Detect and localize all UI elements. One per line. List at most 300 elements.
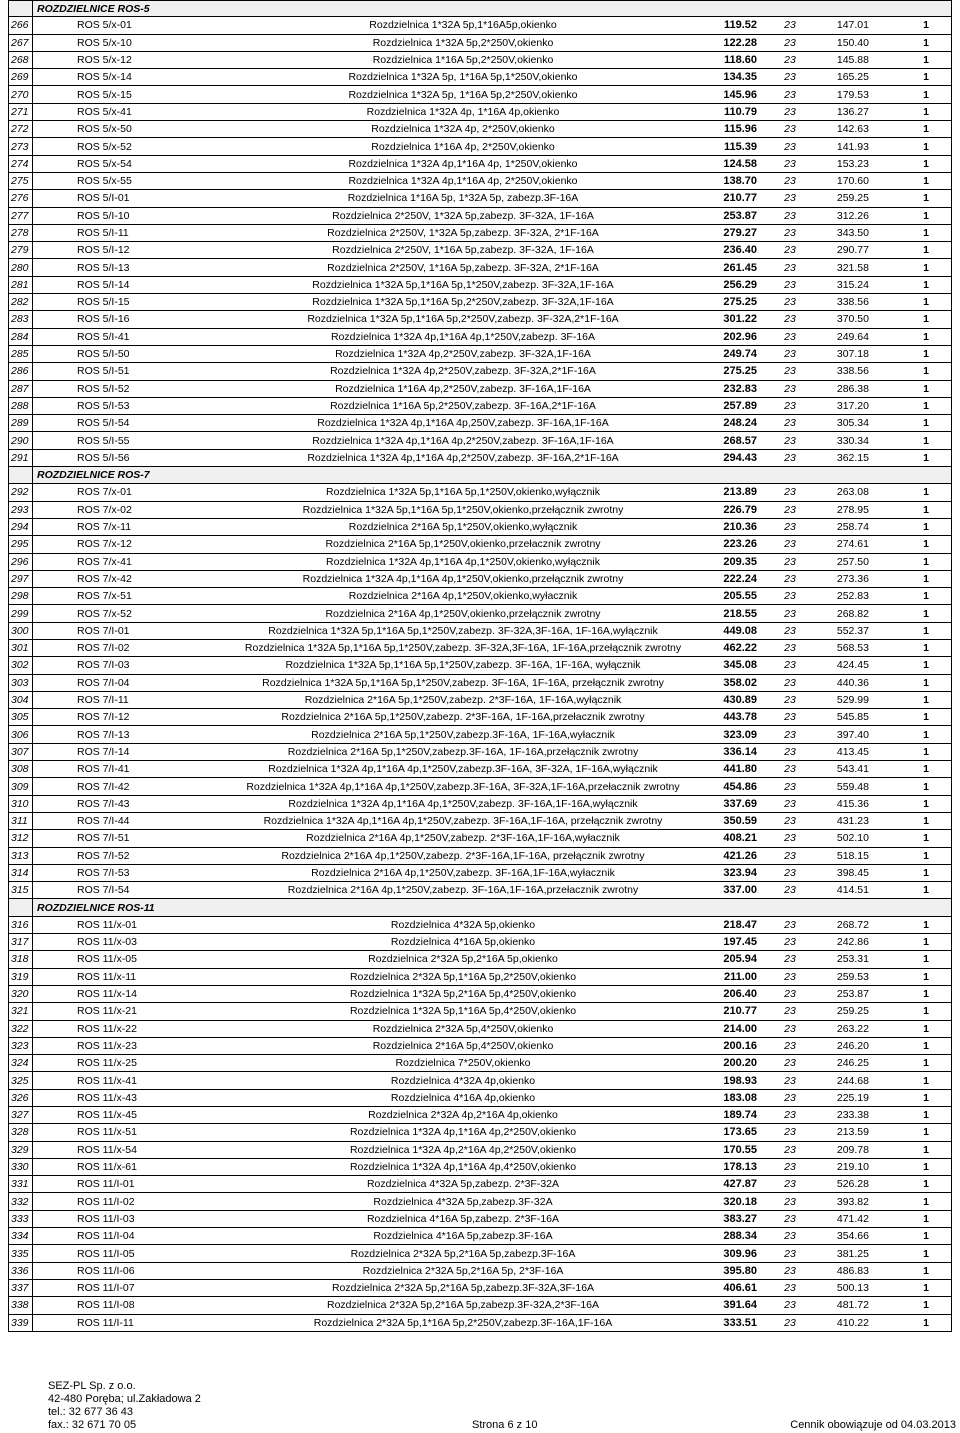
vat-rate: 23 [784, 936, 796, 949]
vat-rate: 23 [784, 745, 796, 758]
net-price: 454.86 [723, 780, 757, 793]
product-code: ROS 7/I-41 [77, 763, 130, 776]
quantity: 1 [923, 642, 929, 655]
product-description: Rozdzielnica 1*16A 4p, 2*250V,okienko [371, 140, 555, 153]
row-number: 287 [9, 381, 33, 397]
vat-rate: 23 [784, 1091, 796, 1104]
row-number: 290 [9, 432, 33, 448]
gross-price: 209.78 [836, 1143, 869, 1156]
row-number: 315 [9, 882, 33, 898]
gross-price: 330.34 [836, 434, 869, 447]
row-number: 275 [9, 173, 33, 189]
net-price: 443.78 [723, 711, 757, 724]
row-number: 337 [9, 1280, 33, 1296]
gross-price: 370.50 [836, 313, 869, 326]
quantity: 1 [923, 157, 929, 170]
product-description: Rozdzielnica 1*32A 4p, 2*250V,okienko [371, 123, 555, 136]
row-number: 282 [9, 294, 33, 310]
section-header-row [8, 899, 952, 916]
net-price: 462.22 [723, 642, 757, 655]
product-description: Rozdzielnica 1*16A 5p, 1*32A 5p, zabezp.3F-16A [347, 192, 579, 205]
vat-rate: 23 [784, 780, 796, 793]
row-number: 326 [9, 1090, 33, 1106]
vat-rate: 23 [784, 763, 796, 776]
page-number: Strona 6 z 10 [472, 1419, 538, 1431]
vat-rate: 23 [784, 1126, 796, 1139]
gross-price: 268.82 [836, 607, 869, 620]
quantity: 1 [923, 71, 929, 84]
net-price: 200.16 [723, 1039, 757, 1052]
product-code: ROS 7/I-03 [77, 659, 130, 672]
product-code: ROS 5/x-50 [77, 123, 132, 136]
product-code: ROS 11/I-03 [77, 1212, 135, 1225]
table-row [8, 69, 952, 86]
product-description: Rozdzielnica 2*32A 5p,2*16A 5p,okienko [368, 953, 558, 966]
row-number-cell [9, 467, 33, 483]
gross-price: 343.50 [836, 227, 869, 239]
vat-rate: 23 [784, 54, 796, 67]
net-price: 222.24 [723, 572, 757, 585]
net-price: 210.77 [723, 1005, 757, 1018]
net-price: 206.40 [723, 988, 757, 1001]
vat-rate: 23 [784, 1178, 796, 1191]
company-name: SEZ-PL Sp. z o.o. [48, 1380, 136, 1392]
vat-rate: 23 [784, 503, 796, 516]
product-code: ROS 7/I-12 [77, 711, 130, 724]
product-description: Rozdzielnica 1*32A 5p,1*16A 5p,2*250V,zabezp. 3F-32A,1F-16A [312, 296, 614, 309]
product-description: Rozdzielnica 2*16A 5p,1*250V,zabezp.3F-16A, 1F-16A,przełącznik zwrotny [287, 745, 639, 758]
quantity: 1 [923, 1178, 929, 1191]
vat-rate: 23 [784, 1057, 796, 1070]
row-number: 314 [9, 865, 33, 881]
quantity: 1 [923, 486, 929, 499]
row-number: 295 [9, 536, 33, 552]
gross-price: 543.41 [836, 763, 869, 776]
table-row [8, 502, 952, 519]
quantity: 1 [923, 1282, 929, 1295]
net-price: 211.00 [723, 970, 757, 983]
net-price: 358.02 [723, 676, 757, 689]
row-number: 277 [9, 208, 33, 224]
product-code: ROS 5/I-14 [77, 278, 130, 291]
product-code: ROS 11/x-45 [77, 1109, 137, 1122]
product-code: ROS 7/I-51 [77, 832, 130, 845]
quantity: 1 [923, 296, 929, 309]
product-code: ROS 5/I-51 [77, 365, 130, 378]
company-phone: tel.: 32 677 36 43 [48, 1406, 134, 1418]
net-price: 122.28 [723, 36, 757, 49]
product-code: ROS 7/x-02 [77, 503, 132, 516]
quantity: 1 [923, 399, 929, 412]
net-price: 275.25 [723, 365, 757, 378]
company-fax: fax.: 32 671 70 05 [48, 1419, 137, 1431]
vat-rate: 23 [784, 797, 796, 810]
vat-rate: 23 [784, 123, 796, 136]
section-header-row [8, 0, 952, 17]
row-number: 276 [9, 190, 33, 206]
row-number-cell [9, 899, 33, 915]
product-description: Rozdzielnica 1*32A 4p,2*250V,zabezp. 3F-32A,1F-16A [335, 348, 591, 361]
quantity: 1 [923, 572, 929, 585]
row-number: 296 [9, 554, 33, 570]
table-row [8, 796, 952, 813]
net-price: 301.22 [723, 313, 757, 326]
gross-price: 290.77 [836, 244, 869, 257]
gross-price: 246.25 [836, 1057, 869, 1070]
product-description: Rozdzielnica 2*32A 5p,2*16A 5p,zabezp.3F-32A,2*3F-16A [326, 1299, 599, 1312]
net-price: 209.35 [723, 555, 757, 568]
table-row [8, 52, 952, 69]
net-price: 205.94 [723, 953, 757, 966]
product-description: Rozdzielnica 2*16A 4p,1*250V,zabezp. 3F-16A,1F-16A,przełacznik zwrotny [287, 884, 639, 897]
vat-rate: 23 [784, 1109, 796, 1122]
row-number: 303 [9, 675, 33, 691]
net-price: 197.45 [723, 936, 757, 949]
vat-rate: 23 [784, 970, 796, 983]
quantity: 1 [923, 209, 929, 222]
row-number: 273 [9, 138, 33, 154]
table-row [8, 86, 952, 103]
product-code: ROS 5/x-52 [77, 140, 132, 153]
vat-rate: 23 [784, 572, 796, 585]
row-number: 320 [9, 986, 33, 1002]
table-row [8, 657, 952, 674]
gross-price: 526.28 [836, 1178, 869, 1191]
net-price: 115.39 [723, 140, 757, 153]
vat-rate: 23 [784, 175, 796, 188]
vat-rate: 23 [784, 382, 796, 395]
vat-rate: 23 [784, 296, 796, 309]
row-number: 325 [9, 1072, 33, 1088]
gross-price: 312.26 [836, 209, 869, 222]
company-address: 42-480 Poręba; ul.Zakładowa 2 [48, 1393, 201, 1405]
vat-rate: 23 [784, 348, 796, 361]
net-price: 257.89 [723, 399, 757, 412]
quantity: 1 [923, 815, 929, 828]
gross-price: 315.24 [836, 278, 869, 291]
product-description: Rozdzielnica 1*32A 4p,1*16A 4p, 1*250V,okienko [348, 157, 578, 170]
table-row [8, 1142, 952, 1159]
product-description: Rozdzielnica 1*32A 5p,1*16A 5p,1*250V,okienko,wyłącznik [326, 486, 600, 499]
product-description: Rozdzielnica 1*32A 4p,1*16A 4p,1*250V,zabezp. 3F-16A,1F-16A, przełącznik zwrotny [263, 815, 663, 828]
vat-rate: 23 [784, 711, 796, 724]
vat-rate: 23 [784, 832, 796, 845]
gross-price: 398.45 [836, 866, 869, 879]
table-row [8, 623, 952, 640]
product-code: ROS 11/x-61 [77, 1161, 137, 1174]
gross-price: 142.63 [836, 123, 869, 136]
net-price: 337.00 [723, 884, 757, 897]
quantity: 1 [923, 866, 929, 879]
product-code: ROS 5/I-54 [77, 417, 130, 430]
quantity: 1 [923, 261, 929, 274]
product-code: ROS 5/x-12 [77, 54, 132, 67]
net-price: 261.45 [723, 261, 757, 274]
net-price: 118.60 [723, 54, 757, 67]
row-number: 324 [9, 1055, 33, 1071]
quantity: 1 [923, 175, 929, 188]
gross-price: 278.95 [836, 503, 869, 516]
product-description: Rozdzielnica 1*32A 5p,1*16A 5p,4*250V,okienko [349, 1005, 577, 1018]
net-price: 110.79 [723, 105, 757, 118]
table-row [8, 259, 952, 276]
table-row [8, 778, 952, 795]
quantity: 1 [923, 192, 929, 205]
table-row [8, 1297, 952, 1314]
table-row [8, 536, 952, 553]
quantity: 1 [923, 105, 929, 118]
product-description: Rozdzielnica 2*16A 4p,1*250V,zabezp. 3F-16A,1F-16A,wyłacznik [311, 866, 615, 879]
table-row [8, 484, 952, 501]
net-price: 406.61 [723, 1282, 757, 1295]
net-price: 198.93 [723, 1074, 757, 1087]
quantity: 1 [923, 1316, 929, 1329]
net-price: 430.89 [723, 694, 757, 707]
table-row [8, 917, 952, 934]
net-price: 173.65 [723, 1126, 757, 1139]
product-code: ROS 11/x-01 [77, 918, 137, 931]
table-row [8, 173, 952, 190]
table-row [8, 554, 952, 571]
net-price: 249.74 [723, 348, 757, 361]
row-number: 327 [9, 1107, 33, 1123]
product-code: ROS 11/x-14 [77, 988, 137, 1001]
product-code: ROS 11/x-03 [77, 936, 137, 949]
product-description: Rozdzielnica 4*16A 5p,okienko [390, 936, 536, 949]
row-number: 318 [9, 951, 33, 967]
net-price: 210.36 [723, 521, 757, 534]
table-row [8, 726, 952, 743]
gross-price: 307.18 [836, 348, 869, 361]
gross-price: 500.13 [836, 1282, 869, 1295]
vat-rate: 23 [784, 71, 796, 84]
gross-price: 393.82 [836, 1195, 869, 1208]
net-price: 124.58 [723, 157, 757, 170]
vat-rate: 23 [784, 694, 796, 707]
vat-rate: 23 [784, 1282, 796, 1295]
row-number: 311 [9, 813, 33, 829]
product-code: ROS 11/I-06 [77, 1264, 135, 1277]
vat-rate: 23 [784, 538, 796, 551]
product-code: ROS 5/I-56 [77, 451, 130, 464]
product-code: ROS 5/I-16 [77, 313, 130, 326]
net-price: 178.13 [723, 1161, 757, 1174]
gross-price: 559.48 [836, 780, 869, 793]
quantity: 1 [923, 19, 929, 32]
net-price: 256.29 [723, 278, 757, 291]
gross-price: 219.10 [836, 1161, 869, 1174]
table-row [8, 640, 952, 657]
vat-rate: 23 [784, 19, 796, 32]
row-number: 339 [9, 1315, 33, 1331]
quantity: 1 [923, 313, 929, 326]
net-price: 345.08 [723, 659, 757, 672]
quantity: 1 [923, 538, 929, 551]
company-info [48, 1380, 201, 1432]
table-row [8, 1107, 952, 1124]
net-price: 408.21 [723, 832, 757, 845]
gross-price: 244.68 [836, 1074, 869, 1087]
quantity: 1 [923, 936, 929, 949]
product-code: ROS 5/I-41 [77, 330, 130, 343]
quantity: 1 [923, 555, 929, 568]
vat-rate: 23 [784, 209, 796, 222]
product-description: Rozdzielnica 4*16A 4p,okienko [390, 1091, 536, 1104]
product-code: ROS 7/I-52 [77, 849, 130, 862]
quantity: 1 [923, 659, 929, 672]
table-row [8, 294, 952, 311]
vat-rate: 23 [784, 486, 796, 499]
quantity: 1 [923, 1247, 929, 1260]
gross-price: 431.23 [836, 815, 869, 828]
net-price: 119.52 [723, 19, 757, 32]
product-code: ROS 5/I-53 [77, 399, 130, 412]
product-description: Rozdzielnica 2*32A 4p,2*16A 4p,okienko [368, 1109, 558, 1122]
quantity: 1 [923, 227, 929, 239]
product-code: ROS 7/x-51 [77, 590, 132, 603]
product-description: Rozdzielnica 1*32A 5p,1*16A5p,okienko [369, 19, 557, 32]
vat-rate: 23 [784, 1039, 796, 1052]
product-description: Rozdzielnica 1*16A 5p,2*250V,okienko [372, 54, 554, 67]
gross-price: 233.38 [836, 1109, 869, 1122]
table-row [8, 605, 952, 622]
gross-price: 552.37 [836, 624, 869, 637]
vat-rate: 23 [784, 36, 796, 49]
vat-rate: 23 [784, 261, 796, 274]
quantity: 1 [923, 988, 929, 1001]
row-number: 288 [9, 398, 33, 414]
table-row [8, 830, 952, 847]
vat-rate: 23 [784, 157, 796, 170]
product-code: ROS 5/I-55 [77, 434, 130, 447]
product-description: Rozdzielnica 2*16A 4p,1*250V,zabezp. 2*3F-16A,1F-16A,wyłacznik [306, 832, 620, 845]
quantity: 1 [923, 123, 929, 136]
gross-price: 259.53 [836, 970, 869, 983]
gross-price: 153.23 [836, 157, 869, 170]
gross-price: 545.85 [836, 711, 869, 724]
product-description: Rozdzielnica 2*16A 4p,1*250V,zabezp. 2*3F-16A,1F-16A, przełącznik zwrotny [281, 849, 645, 862]
product-description: Rozdzielnica 1*32A 5p,1*16A 5p,1*250V,zabezp. 3F-16A, 1F-16A, przełącznik zwrotny [262, 676, 664, 689]
product-description: Rozdzielnica 2*32A 5p,1*16A 5p,2*250V,okienko [349, 970, 577, 983]
product-description: Rozdzielnica 2*250V, 1*32A 5p,zabezp. 3F-32A, 2*1F-16A [327, 227, 599, 239]
quantity: 1 [923, 607, 929, 620]
row-number: 322 [9, 1021, 33, 1037]
product-code: ROS 5/I-10 [77, 209, 130, 222]
quantity: 1 [923, 1074, 929, 1087]
product-description: Rozdzielnica 1*32A 4p,1*16A 4p,2*250V,zabezp. 3F-16A,1F-16A [312, 434, 614, 447]
quantity: 1 [923, 1057, 929, 1070]
net-price: 323.09 [723, 728, 757, 741]
product-description: Rozdzielnica 1*32A 4p,2*250V,zabezp. 3F-32A,2*1F-16A [330, 365, 596, 378]
quantity: 1 [923, 140, 929, 153]
vat-rate: 23 [784, 278, 796, 291]
quantity: 1 [923, 1005, 929, 1018]
gross-price: 440.36 [836, 676, 869, 689]
section-title: ROZDZIELNICE ROS-5 [37, 2, 150, 15]
product-description: Rozdzielnica 4*32A 5p,zabezp. 2*3F-32A [366, 1178, 560, 1191]
gross-price: 259.25 [836, 192, 869, 205]
product-description: Rozdzielnica 1*16A 4p,2*250V,zabezp. 3F-16A,1F-16A [335, 382, 591, 395]
table-row [8, 1021, 952, 1038]
product-description: Rozdzielnica 4*32A 4p,okienko [390, 1074, 536, 1087]
gross-price: 257.50 [836, 555, 869, 568]
row-number: 284 [9, 329, 33, 345]
gross-price: 263.22 [836, 1022, 869, 1035]
product-description: Rozdzielnica 2*250V, 1*32A 5p,zabezp. 3F-32A, 1F-16A [332, 209, 594, 222]
product-code: ROS 7/I-53 [77, 866, 130, 879]
quantity: 1 [923, 1161, 929, 1174]
net-price: 323.94 [723, 866, 757, 879]
net-price: 421.26 [723, 849, 757, 862]
product-code: ROS 11/x-25 [77, 1057, 137, 1070]
product-description: Rozdzielnica 2*32A 5p,4*250V,okienko [372, 1022, 554, 1035]
table-row [8, 969, 952, 986]
product-code: ROS 7/x-11 [77, 521, 132, 534]
table-row [8, 1211, 952, 1228]
vat-rate: 23 [784, 988, 796, 1001]
gross-price: 414.51 [836, 884, 869, 897]
gross-price: 225.19 [836, 1091, 869, 1104]
table-row [8, 450, 952, 467]
row-number: 271 [9, 104, 33, 120]
net-price: 202.96 [723, 330, 757, 343]
row-number: 304 [9, 692, 33, 708]
gross-price: 273.36 [836, 572, 869, 585]
gross-price: 518.15 [836, 849, 869, 862]
product-code: ROS 5/x-01 [77, 19, 132, 32]
row-number: 278 [9, 225, 33, 241]
table-row [8, 225, 952, 242]
quantity: 1 [923, 884, 929, 897]
product-code: ROS 11/x-11 [77, 970, 137, 983]
net-price: 441.80 [723, 763, 757, 776]
product-code: ROS 7/x-01 [77, 486, 132, 499]
net-price: 350.59 [723, 815, 757, 828]
gross-price: 362.15 [836, 451, 869, 464]
gross-price: 410.22 [836, 1316, 869, 1329]
table-row [8, 1176, 952, 1193]
vat-rate: 23 [784, 192, 796, 205]
quantity: 1 [923, 36, 929, 49]
product-code: ROS 11/I-08 [77, 1299, 135, 1312]
vat-rate: 23 [784, 434, 796, 447]
gross-price: 141.93 [836, 140, 869, 153]
row-number: 299 [9, 605, 33, 621]
gross-price: 136.27 [836, 105, 869, 118]
product-code: ROS 11/I-02 [77, 1195, 135, 1208]
row-number: 312 [9, 830, 33, 846]
row-number: 331 [9, 1176, 33, 1192]
product-description: Rozdzielnica 1*32A 4p,1*16A 4p,250V,zabezp. 3F-16A,1F-16A [317, 417, 609, 430]
vat-rate: 23 [784, 555, 796, 568]
row-number: 279 [9, 242, 33, 258]
product-description: Rozdzielnica 1*32A 4p,1*16A 4p,1*250V,zabezp.3F-16A, 3F-32A, 1F-16A,wyłącznik [268, 763, 658, 776]
table-row [8, 1280, 952, 1297]
table-row [8, 1245, 952, 1262]
table-row [8, 675, 952, 692]
quantity: 1 [923, 1212, 929, 1225]
row-number: 338 [9, 1297, 33, 1313]
net-price: 449.08 [723, 624, 757, 637]
product-code: ROS 5/I-15 [77, 296, 130, 309]
table-row [8, 156, 952, 173]
quantity: 1 [923, 1264, 929, 1277]
gross-price: 246.20 [836, 1039, 869, 1052]
gross-price: 242.86 [836, 936, 869, 949]
quantity: 1 [923, 1126, 929, 1139]
gross-price: 415.36 [836, 797, 869, 810]
table-row [8, 1159, 952, 1176]
